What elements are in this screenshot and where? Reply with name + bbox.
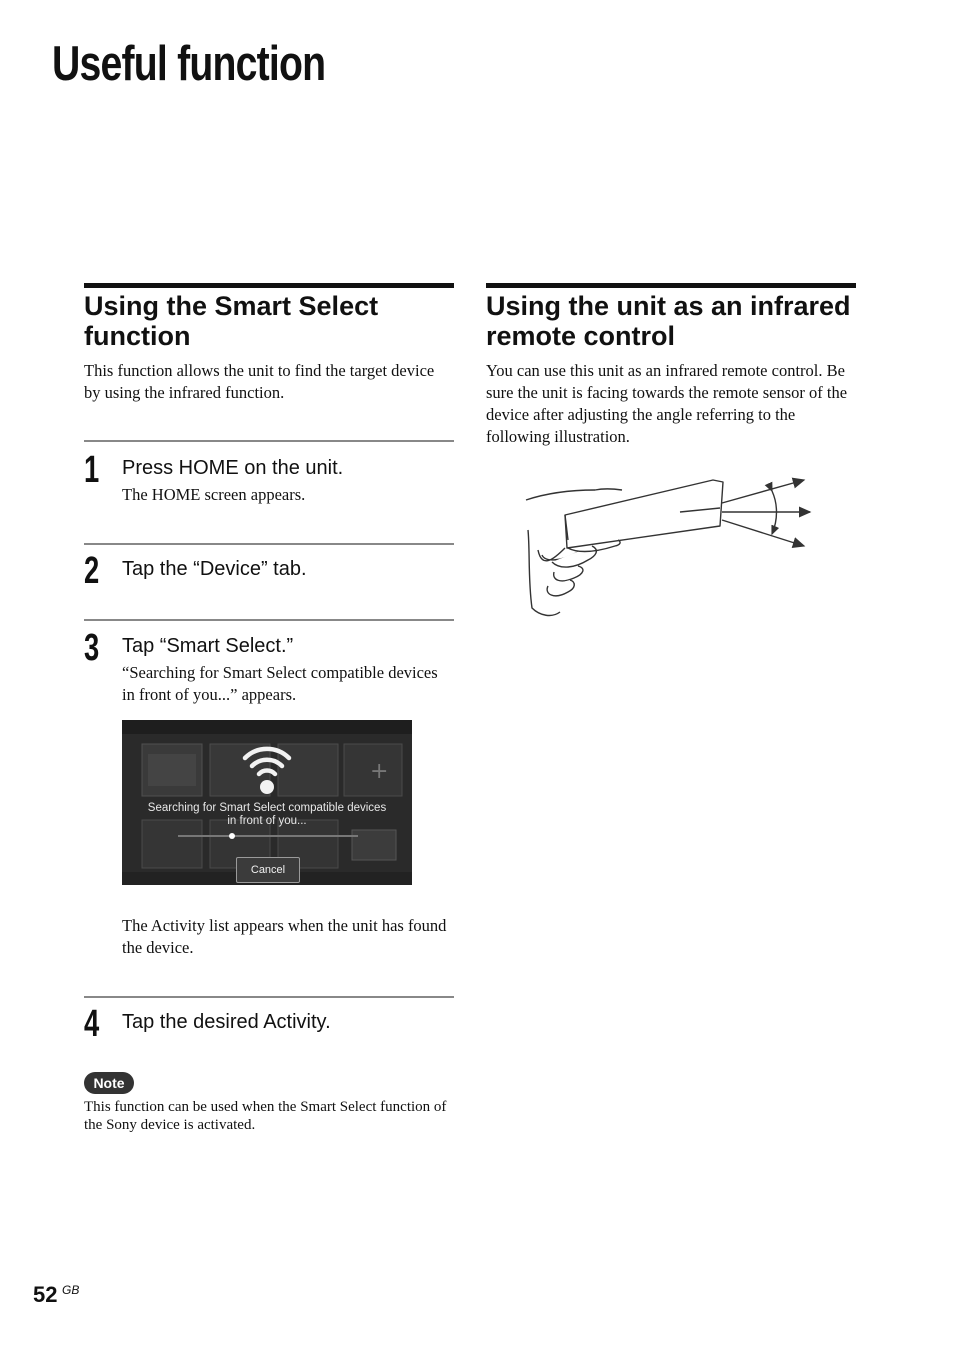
page-number-suffix: GB (62, 1283, 80, 1297)
section-title-infrared: Using the unit as an infrared remote control (486, 291, 851, 351)
step-number: 2 (84, 550, 100, 592)
progress-indicator (229, 833, 235, 839)
step-number: 4 (84, 1003, 100, 1045)
wifi-search-icon (242, 738, 292, 796)
smart-select-screenshot (122, 720, 412, 885)
step-detail: “Searching for Smart Select compatible devices in front of you...” appears. (122, 663, 438, 704)
note-badge: Note (84, 1072, 134, 1094)
section-title-smart-select: Using the Smart Select function (84, 291, 379, 351)
section-rule (486, 283, 856, 288)
step-result-text: The Activity list appears when the unit has found the device. (122, 916, 447, 957)
note-text: This function can be used when the Smart Select function of the Sony device is activated. (84, 1099, 447, 1133)
step-title: Tap the desired Activity. (122, 1011, 331, 1033)
step-number: 1 (84, 449, 100, 491)
step-divider (84, 996, 454, 998)
section-rule (84, 283, 454, 288)
section-body: You can use this unit as an infrared remote control. Be sure the unit is facing towards the remote sensor of the device after adjusting the angle referring to the following illustration. (486, 361, 848, 446)
page-title: Useful function (52, 37, 326, 91)
section-intro: This function allows the unit to find the target device by using the infrared function. (84, 361, 435, 402)
page-number: 52 (33, 1282, 58, 1307)
step-title: Tap the “Device” tab. (122, 558, 307, 580)
step-divider (84, 440, 454, 442)
step-title: Tap “Smart Select.” (122, 635, 294, 657)
searching-message: Searching for Smart Select compatible devices in front of you... (147, 802, 387, 827)
remote-angle-illustration (520, 470, 820, 622)
search-progress-bar (178, 835, 358, 837)
step-title: Press HOME on the unit. (122, 457, 344, 479)
step-detail: The HOME screen appears. (122, 485, 306, 504)
svg-text:+: + (370, 759, 389, 784)
cancel-button[interactable]: Cancel (236, 857, 300, 883)
step-number: 3 (84, 627, 100, 669)
step-divider (84, 543, 454, 545)
step-divider (84, 619, 454, 621)
